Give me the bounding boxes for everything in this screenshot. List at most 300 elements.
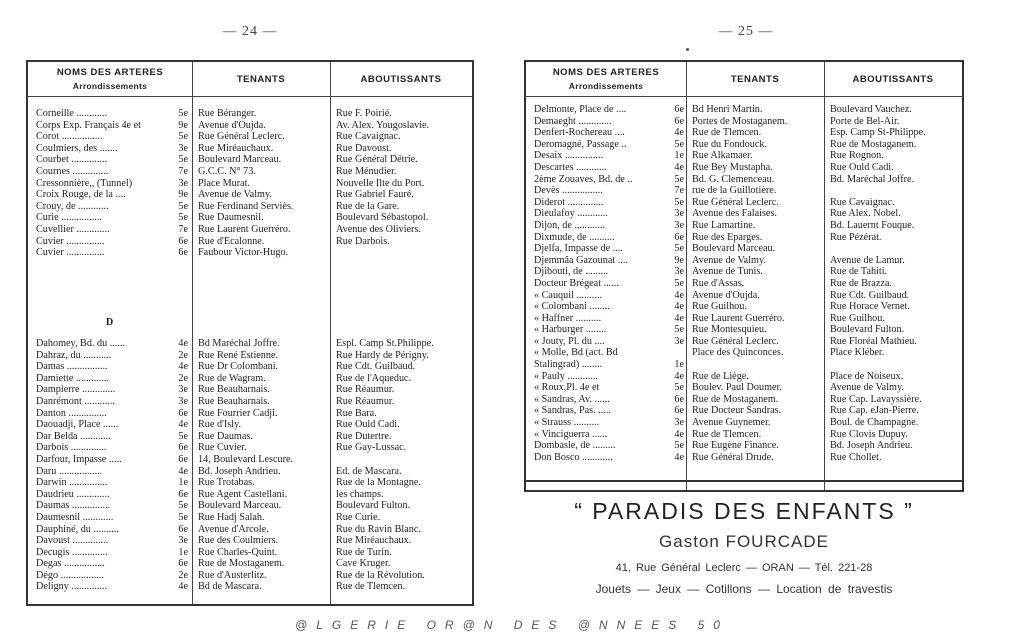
aboutissants-cell: Rue Horace Vernet. bbox=[830, 301, 910, 313]
tenants-cell: Rue Ferdinand Serviès. bbox=[198, 200, 294, 212]
section-d-rows bbox=[28, 338, 472, 593]
arrondissement: 6e bbox=[674, 231, 684, 243]
street-name: Cressonnière,, (Tunnel) bbox=[36, 177, 133, 189]
arrondissement: 6e bbox=[178, 453, 188, 465]
table-row bbox=[28, 454, 472, 466]
aboutissants-cell: Rue de Tlemcen. bbox=[336, 581, 406, 593]
tenants-cell: Rue Béranger. bbox=[198, 108, 257, 119]
arrondissement: 5e bbox=[674, 277, 684, 289]
street-name: « Pauly ............ bbox=[534, 370, 598, 382]
street-name: « Cauquil .......... bbox=[534, 289, 602, 301]
aboutissants-cell: Rue Dutertre. bbox=[336, 430, 392, 442]
aboutissants-cell: Rue Réaumur. bbox=[336, 395, 395, 407]
arrondissement: 3e bbox=[178, 395, 188, 407]
arrondissement: 4e bbox=[674, 428, 684, 440]
table-row bbox=[28, 442, 472, 454]
aboutissants-cell: Rue de Tahiti. bbox=[830, 266, 888, 278]
table-row bbox=[28, 396, 472, 408]
arrondissement: 4e bbox=[674, 370, 684, 382]
aboutissants-cell: Bd. Joseph Andrieu. bbox=[830, 440, 913, 452]
aboutissants-cell: Rue Gabriel Fauré. bbox=[336, 189, 414, 201]
tenants-cell: Rue du Fondouck. bbox=[692, 138, 767, 150]
arrondissement: 3e bbox=[178, 384, 188, 396]
street-name: Danrémont ............ bbox=[36, 395, 115, 407]
street-name: Don Bosco ............ bbox=[534, 451, 613, 463]
right-page bbox=[524, 0, 968, 610]
header-subtitle: Arrondissements bbox=[72, 81, 148, 91]
table-row bbox=[28, 108, 472, 120]
street-name: Daouadji, Place ...... bbox=[36, 419, 119, 431]
table-row bbox=[526, 359, 962, 371]
table-row bbox=[28, 500, 472, 512]
arrondissement: 6e bbox=[178, 407, 188, 419]
table-row bbox=[28, 466, 472, 478]
arrondissement: 4e bbox=[178, 419, 188, 431]
table-row bbox=[28, 512, 472, 524]
table-row bbox=[526, 324, 962, 336]
tenants-cell: Boulev. Paul Doumer. bbox=[692, 382, 782, 394]
tenants-cell: Rue Daumesnil. bbox=[198, 212, 264, 224]
street-name: Corot ................ bbox=[36, 131, 103, 143]
table-row bbox=[28, 178, 472, 190]
aboutissants-cell: Rue Davoust. bbox=[336, 142, 392, 154]
tenants-cell: Rue d'Austerlitz. bbox=[198, 569, 267, 581]
arrondissement: 5e bbox=[178, 511, 188, 523]
header-aboutissants: ABOUTISSANTS bbox=[852, 73, 934, 85]
street-name: Delmonte, Place de .... bbox=[534, 104, 627, 115]
aboutissants-cell: Rue Floréal Mathieu. bbox=[830, 335, 917, 347]
arrondissement: 3e bbox=[674, 208, 684, 220]
arrondissement: 5e bbox=[178, 154, 188, 166]
street-name: Danton ............... bbox=[36, 407, 107, 419]
tenants-cell: Place Murat. bbox=[198, 177, 251, 189]
aboutissants-cell: Rue Bara. bbox=[336, 407, 377, 419]
table-row bbox=[526, 266, 962, 278]
arrondissement: 3e bbox=[674, 417, 684, 429]
table-row bbox=[526, 417, 962, 429]
arrondissement: 5e bbox=[674, 196, 684, 208]
table-row bbox=[28, 224, 472, 236]
tenants-cell: Place des Quinconces. bbox=[692, 347, 784, 359]
left-page bbox=[26, 0, 474, 610]
table-row bbox=[526, 197, 962, 209]
table-row bbox=[28, 201, 472, 213]
arrondissement: 6e bbox=[674, 115, 684, 127]
street-name: Deromagné, Passage .. bbox=[534, 138, 627, 150]
arrondissement: 4e bbox=[178, 338, 188, 349]
tenants-cell: Avenue de Tunis. bbox=[692, 266, 763, 278]
tenants-cell: Rue Beauharnais. bbox=[198, 395, 270, 407]
table-row bbox=[526, 116, 962, 128]
table-row bbox=[526, 440, 962, 452]
aboutissants-cell: Boulevard Sébastopol. bbox=[336, 212, 429, 224]
street-name: Devès ................ bbox=[534, 185, 603, 197]
arrondissement: 4e bbox=[674, 127, 684, 139]
table-row bbox=[526, 278, 962, 290]
aboutissants-cell: Ed. de Mascara. bbox=[336, 465, 402, 477]
arrondissement: 7e bbox=[178, 165, 188, 177]
aboutissants-cell: Place Kléber. bbox=[830, 347, 885, 359]
aboutissants-cell: Rue Ould Cadi. bbox=[336, 419, 400, 431]
aboutissants-cell: Rue Curie. bbox=[336, 511, 381, 523]
street-name: Demaeght ............. bbox=[534, 115, 612, 127]
aboutissants-cell: Avenue de Lamur. bbox=[830, 254, 905, 266]
street-name: « Roux,Pl. 4e et bbox=[534, 382, 600, 394]
tenants-cell: Rue René Estienne. bbox=[198, 349, 279, 361]
street-name: « Harburger ........ bbox=[534, 324, 607, 336]
arrondissement: 5e bbox=[674, 138, 684, 150]
street-name: Damiette ............. bbox=[36, 372, 109, 384]
aboutissants-cell: Rue Guilhou. bbox=[830, 312, 885, 324]
table-row bbox=[28, 212, 472, 224]
arrondissement: 3e bbox=[674, 266, 684, 278]
table-row bbox=[28, 581, 472, 593]
header-tenants: TENANTS bbox=[730, 73, 780, 85]
street-name: Deligny .............. bbox=[36, 581, 108, 593]
street-name: « Strauss .......... bbox=[534, 417, 600, 429]
tenants-cell: rue de la Guillotière. bbox=[692, 185, 777, 197]
street-name: Corneille ............ bbox=[36, 108, 108, 119]
tenants-cell: Faubour Victor-Hugo. bbox=[198, 247, 289, 259]
street-name: Docteur Brégeat ...... bbox=[534, 277, 619, 289]
aboutissants-cell: Rue Général Détrie. bbox=[336, 154, 418, 166]
arrondissement: 5e bbox=[178, 212, 188, 224]
arrondissement: 1e bbox=[178, 546, 188, 558]
arrondissement: 1e bbox=[178, 477, 188, 489]
arrondissement: 6e bbox=[674, 405, 684, 417]
street-name: Descartes ............ bbox=[534, 161, 607, 173]
street-name: Desaix ............... bbox=[534, 150, 604, 162]
tenants-cell: Avenue d'Arcole. bbox=[198, 523, 269, 535]
street-name: 2ème Zouaves, Bd. de .. bbox=[534, 173, 633, 185]
right-rows bbox=[526, 104, 962, 463]
arrondissement: 5e bbox=[674, 173, 684, 185]
arrondissement: 7e bbox=[178, 223, 188, 235]
arrondissement: 5e bbox=[674, 243, 684, 255]
tenants-cell: Rue de Liège. bbox=[692, 370, 749, 382]
aboutissants-cell: Boulevard Fulton. bbox=[336, 500, 411, 512]
aboutissants-cell: Avenue de Valmy. bbox=[830, 382, 904, 394]
arrondissement: 5e bbox=[178, 131, 188, 143]
aboutissants-cell: Rue Rognon. bbox=[830, 150, 884, 162]
table-row bbox=[526, 127, 962, 139]
tenants-cell: Rue de Mostaganem. bbox=[198, 558, 285, 570]
tenants-cell: Rue Cuvier. bbox=[198, 442, 247, 454]
table-row bbox=[526, 232, 962, 244]
tenants-cell: Bd Maréchal Joffre. bbox=[198, 338, 280, 349]
tenants-cell: Rue Laurent Guerréro. bbox=[692, 312, 785, 324]
arrondissement: 3e bbox=[178, 142, 188, 154]
table-row bbox=[526, 243, 962, 255]
tenants-cell: Rue Lamartine. bbox=[692, 219, 756, 231]
tenants-cell: Rue de Mostaganem. bbox=[692, 393, 779, 405]
tenants-cell: Rue Général Drude. bbox=[692, 451, 774, 463]
street-name: Darbois .............. bbox=[36, 442, 107, 454]
street-name: Stalingrad) ........ bbox=[534, 359, 603, 371]
table-row bbox=[526, 347, 962, 359]
header-tenants: TENANTS bbox=[236, 73, 286, 85]
table-row bbox=[28, 419, 472, 431]
street-name: Dixmude, de .......... bbox=[534, 231, 615, 243]
aboutissants-cell: Rue de la Montagne. bbox=[336, 477, 421, 489]
aboutissants-cell: Bd. Maréchal Joffre. bbox=[830, 173, 915, 185]
advertisement-rule bbox=[524, 480, 964, 482]
street-name: Darwin ............... bbox=[36, 477, 108, 489]
arrondissement: 5e bbox=[178, 430, 188, 442]
street-name: Denfert-Rochereau .... bbox=[534, 127, 625, 139]
arrondissement: 5e bbox=[178, 200, 188, 212]
tenants-cell: Boulevard Marceau. bbox=[198, 154, 282, 166]
aboutissants-cell: Rue de la Gare. bbox=[336, 200, 400, 212]
arrondissement: 3e bbox=[178, 177, 188, 189]
street-name: Daumas ............... bbox=[36, 500, 111, 512]
arrondissement: 3e bbox=[674, 219, 684, 231]
arrondissement: 9e bbox=[178, 119, 188, 131]
arrondissement: 4e bbox=[674, 289, 684, 301]
tenants-cell: Avenue d'Oujda. bbox=[198, 119, 266, 131]
street-name: Decugis .............. bbox=[36, 546, 108, 558]
street-name: « Haffner .......... bbox=[534, 312, 602, 324]
aboutissants-cell: Rue Hardy de Périgny. bbox=[336, 349, 429, 361]
street-name: Cuvier ............... bbox=[36, 235, 105, 247]
table-row bbox=[526, 301, 962, 313]
advertisement-owner: Gaston FOURCADE bbox=[659, 532, 829, 551]
arrondissement: 2e bbox=[178, 372, 188, 384]
arrondissement: 6e bbox=[178, 488, 188, 500]
arrondissement: 4e bbox=[178, 361, 188, 373]
tenants-cell: G.C.C. N° 73. bbox=[198, 165, 256, 177]
aboutissants-cell: Rue Cdt. Guilbaud. bbox=[336, 361, 416, 373]
aboutissants-cell: Rue Chollet. bbox=[830, 451, 882, 463]
streets-table-left bbox=[26, 60, 474, 606]
aboutissants-cell: Rue Ménudier. bbox=[336, 165, 397, 177]
street-name: Daumesnil ............ bbox=[36, 511, 114, 523]
header-title: NOMS DES ARTERES bbox=[56, 67, 164, 78]
arrondissement: 1e bbox=[674, 359, 684, 371]
page-number-left: — 24 — bbox=[222, 24, 278, 39]
aboutissants-cell: Rue Miréauchaux. bbox=[336, 535, 412, 547]
arrondissement: 4e bbox=[178, 581, 188, 593]
table-row bbox=[526, 313, 962, 325]
table-row bbox=[526, 150, 962, 162]
arrondissement: 2e bbox=[178, 569, 188, 581]
street-name: Dampierre ............. bbox=[36, 384, 116, 396]
street-name: « Colombani ........ bbox=[534, 301, 610, 313]
table-row bbox=[526, 162, 962, 174]
aboutissants-cell: Rue du Ravin Blanc. bbox=[336, 523, 421, 535]
arrondissement: 5e bbox=[674, 440, 684, 452]
arrondissement: 5e bbox=[178, 108, 188, 119]
table-row bbox=[526, 220, 962, 232]
tenants-cell: Rue Laurent Guerréro. bbox=[198, 223, 291, 235]
table-row bbox=[526, 139, 962, 151]
table-row bbox=[28, 120, 472, 132]
tenants-cell: Portes de Mostaganem. bbox=[692, 115, 788, 127]
arrondissement: 1e bbox=[674, 150, 684, 162]
header-noms-des-arteres bbox=[28, 62, 192, 96]
table-row bbox=[526, 104, 962, 116]
street-name: Dauphiné, du .......... bbox=[36, 523, 119, 535]
aboutissants-cell: Rue F. Poirié. bbox=[336, 108, 392, 119]
streets-table-right bbox=[524, 60, 964, 492]
tenants-cell: Rue d'Assas. bbox=[692, 277, 745, 289]
header-subtitle: Arrondissements bbox=[568, 81, 644, 91]
aboutissants-cell: Rue Gay-Lussac. bbox=[336, 442, 407, 454]
arrondissement: 4e bbox=[178, 465, 188, 477]
tenants-cell: Rue Daumas. bbox=[198, 430, 253, 442]
street-name: « Vinciguerra ...... bbox=[534, 428, 608, 440]
tenants-cell: Boulevard Marceau. bbox=[198, 500, 282, 512]
arrondissement: 9e bbox=[674, 254, 684, 266]
table-row bbox=[28, 189, 472, 201]
table-row bbox=[28, 558, 472, 570]
tenants-cell: Avenue de Valmy. bbox=[198, 189, 272, 201]
tenants-cell: Rue Bey Mustapha. bbox=[692, 161, 773, 173]
watermark: @LGERIE OR@N DES @NNEES 50 bbox=[295, 618, 729, 632]
street-name: Dahraz, du ........... bbox=[36, 349, 112, 361]
table-row bbox=[526, 174, 962, 186]
arrondissement: 9e bbox=[178, 189, 188, 201]
arrondissement: 3e bbox=[178, 535, 188, 547]
table-row bbox=[28, 361, 472, 373]
street-name: Courbet .............. bbox=[36, 154, 108, 166]
arrondissement: 6e bbox=[178, 523, 188, 535]
table-row bbox=[28, 384, 472, 396]
aboutissants-cell: Rue Pézérat. bbox=[830, 231, 882, 243]
street-name: « Sandras, Av. ...... bbox=[534, 393, 610, 405]
aboutissants-cell: Avenue des Oliviers. bbox=[336, 223, 421, 235]
arrondissement: 3e bbox=[674, 335, 684, 347]
street-name: Darfour, Impasse ..... bbox=[36, 453, 122, 465]
aboutissants-cell: Boul. de Champagne. bbox=[830, 417, 919, 429]
tenants-cell: Rue Miréauchaux. bbox=[198, 142, 274, 154]
tenants-cell: Rue Général Leclerc. bbox=[198, 131, 285, 143]
street-name: Crouy, de ............ bbox=[36, 200, 109, 212]
table-row bbox=[526, 255, 962, 267]
aboutissants-cell: Nouvelle Ilte du Port. bbox=[336, 177, 425, 189]
tenants-cell: Avenue des Falaises. bbox=[692, 208, 777, 220]
street-name: Cuvier ............... bbox=[36, 247, 105, 259]
table-row bbox=[28, 166, 472, 178]
table-row bbox=[28, 431, 472, 443]
tenants-cell: Avenue d'Oujda. bbox=[692, 289, 760, 301]
arrondissement: 5e bbox=[674, 324, 684, 336]
street-name: « Sandras, Pas. ..... bbox=[534, 405, 611, 417]
aboutissants-cell: Porte de Bel-Air. bbox=[830, 115, 900, 127]
street-name: Degas ................ bbox=[36, 558, 105, 570]
tenants-cell: Rue Alkamaer. bbox=[692, 150, 753, 162]
street-name: Daudrieu ............. bbox=[36, 488, 110, 500]
arrondissement: 6e bbox=[178, 247, 188, 259]
street-name: Dégo ................. bbox=[36, 569, 104, 581]
table-row bbox=[526, 405, 962, 417]
tenants-cell: Rue Général Leclerc. bbox=[692, 196, 779, 208]
street-name: Corps Exp. Français 4e et bbox=[36, 119, 141, 131]
tenants-cell: Rue Trotabas. bbox=[198, 477, 255, 489]
arrondissement: 4e bbox=[674, 451, 684, 463]
tenants-cell: Rue de Wagram. bbox=[198, 372, 266, 384]
aboutissants-cell: Bd. Lauernt Fouque. bbox=[830, 219, 915, 231]
arrondissement: 6e bbox=[674, 393, 684, 405]
table-row bbox=[526, 382, 962, 394]
table-row bbox=[28, 535, 472, 547]
section-letter-d: D bbox=[106, 317, 114, 328]
arrondissement: 6e bbox=[178, 558, 188, 570]
table-row bbox=[28, 477, 472, 489]
street-name: Daru ................. bbox=[36, 465, 103, 477]
aboutissants-cell: Rue Cap. eJan-Pierre. bbox=[830, 405, 919, 417]
street-name: Dar Belda ............ bbox=[36, 430, 111, 442]
aboutissants-cell: les champs. bbox=[336, 488, 384, 500]
tenants-cell: Rue d'Isly. bbox=[198, 419, 242, 431]
tenants-cell: Avenue de Valmy. bbox=[692, 254, 766, 266]
table-row bbox=[28, 408, 472, 420]
advertisement-services: Jouets — Jeux — Cotillons — Location de travestis bbox=[595, 582, 893, 596]
street-name: Damas ................ bbox=[36, 361, 108, 373]
street-name: Davoust .............. bbox=[36, 535, 109, 547]
tenants-cell: Rue Charles-Quint. bbox=[198, 546, 278, 558]
tenants-cell: 14, Boulevard Lescure. bbox=[198, 453, 294, 465]
table-row bbox=[28, 143, 472, 155]
tenants-cell: Rue Docteur Sandras. bbox=[692, 405, 782, 417]
tenants-cell: Bd Henri Martin. bbox=[692, 104, 763, 115]
street-name: Djelfa, Impasse de .... bbox=[534, 243, 623, 255]
street-name: Dahomey, Bd. du ...... bbox=[36, 338, 126, 349]
table-row bbox=[28, 350, 472, 362]
street-name: Croix Rouge, de la .... bbox=[36, 189, 126, 201]
arrondissement: 2e bbox=[178, 349, 188, 361]
table-row bbox=[28, 131, 472, 143]
header-aboutissants: ABOUTISSANTS bbox=[360, 73, 442, 85]
table-row bbox=[526, 208, 962, 220]
table-row bbox=[526, 394, 962, 406]
aboutissants-cell: Rue Ould Cadi. bbox=[830, 161, 894, 173]
aboutissants-cell: Rue Darbois. bbox=[336, 235, 390, 247]
table-row bbox=[526, 185, 962, 197]
table-row bbox=[28, 247, 472, 259]
aboutissants-cell: Esp. Camp St-Philippe. bbox=[830, 127, 926, 139]
tenants-cell: Rue Montesquieu. bbox=[692, 324, 767, 336]
arrondissement: 6e bbox=[178, 235, 188, 247]
street-name: Cournes .............. bbox=[36, 165, 109, 177]
advertisement-title: “ PARADIS DES ENFANTS ” bbox=[574, 498, 914, 524]
tenants-cell: Rue Général Leclerc. bbox=[692, 335, 779, 347]
street-name: Djemmâa Gazounat .... bbox=[534, 254, 628, 266]
tenants-cell: Rue des Eparges. bbox=[692, 231, 763, 243]
aboutissants-cell: Boulevard Vauchez. bbox=[830, 104, 912, 115]
aboutissants-cell: Boulevard Fulton. bbox=[830, 324, 905, 336]
arrondissement: 4e bbox=[674, 161, 684, 173]
street-name: « Jouty, Pl. du .... bbox=[534, 335, 605, 347]
street-name: « Molle, Bd (act. Bd bbox=[534, 347, 618, 359]
aboutissants-cell: Rue de Mostaganem. bbox=[830, 138, 917, 150]
aboutissants-cell: Rue Cdt. Guilbaud. bbox=[830, 289, 910, 301]
header-divider bbox=[28, 96, 472, 97]
street-name: Dombasle, de ......... bbox=[534, 440, 616, 452]
tenants-cell: Rue Hadj Salah. bbox=[198, 511, 265, 523]
tenants-cell: Rue de Tlemcen. bbox=[692, 127, 762, 139]
arrondissement: 4e bbox=[674, 301, 684, 313]
tenants-cell: Rue de Tlemcen. bbox=[692, 428, 762, 440]
table-row bbox=[28, 570, 472, 582]
header-divider bbox=[526, 96, 962, 97]
aboutissants-cell: Rue de Brazza. bbox=[830, 277, 892, 289]
street-name: Coulmiers, des ....... bbox=[36, 142, 118, 154]
header-noms-des-arteres bbox=[526, 62, 686, 96]
table-row bbox=[526, 336, 962, 348]
tenants-cell: Rue Eugène Finance. bbox=[692, 440, 779, 452]
tenants-cell: Rue Fourrier Cadji. bbox=[198, 407, 278, 419]
